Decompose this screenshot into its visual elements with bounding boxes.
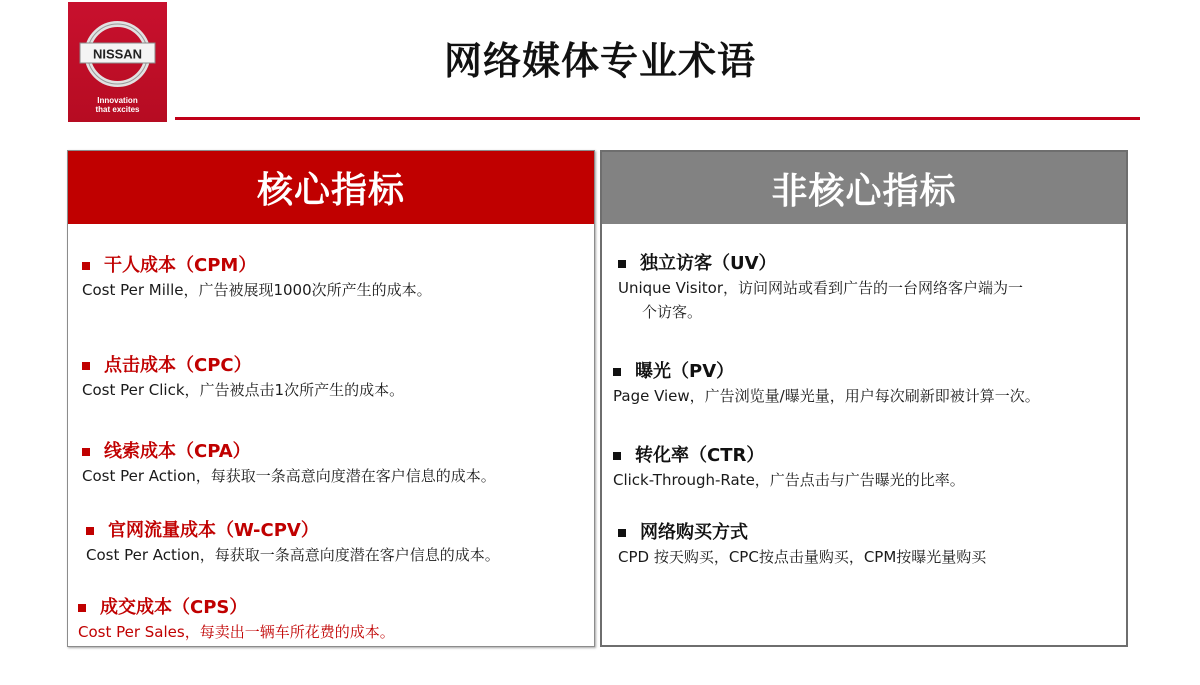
item-title: 线索成本（CPA） xyxy=(104,441,251,462)
core-metrics-header: 核心指标 xyxy=(68,151,594,224)
item-title: 曝光（PV） xyxy=(635,361,735,382)
bullet-icon xyxy=(618,260,626,268)
noncore-item-uv xyxy=(618,252,1023,324)
item-title: 转化率（CTR） xyxy=(635,445,765,466)
bullet-icon xyxy=(618,529,626,537)
core-metrics-panel xyxy=(67,150,595,647)
noncore-metrics-panel xyxy=(600,150,1128,647)
item-desc: Cost Per Click，广告被点击1次所产生的成本。 xyxy=(82,381,405,399)
title-underline xyxy=(175,117,1140,120)
bullet-icon xyxy=(82,448,90,456)
item-desc: Cost Per Action，每获取一条高意向度潜在客户信息的成本。 xyxy=(82,467,496,485)
item-title: 独立访客（UV） xyxy=(640,253,777,274)
noncore-item-pv xyxy=(613,360,1040,408)
nissan-emblem-icon xyxy=(79,18,156,90)
bullet-icon xyxy=(613,368,621,376)
item-desc: Click-Through-Rate，广告点击与广告曝光的比率。 xyxy=(613,471,965,489)
page-title: 网络媒体专业术语 xyxy=(443,39,756,83)
item-desc: Cost Per Sales，每卖出一辆车所花费的成本。 xyxy=(78,623,395,641)
bullet-icon xyxy=(82,362,90,370)
item-title: 网络购买方式 xyxy=(640,522,748,543)
core-item-cpa xyxy=(82,440,496,488)
noncore-item-buying xyxy=(618,521,986,569)
noncore-metrics-header: 非核心指标 xyxy=(602,152,1126,224)
bullet-icon xyxy=(86,527,94,535)
item-title: 点击成本（CPC） xyxy=(104,355,252,376)
item-title: 干人成本（CPM） xyxy=(104,255,257,276)
item-desc: CPD 按天购买，CPC按点击量购买，CPM按曝光量购买 xyxy=(618,548,987,566)
bullet-icon xyxy=(78,604,86,612)
logo-tagline: Innovation that excites xyxy=(95,96,140,114)
noncore-item-ctr xyxy=(613,444,965,492)
bullet-icon xyxy=(82,262,90,270)
bullet-icon xyxy=(613,452,621,460)
item-title: 成交成本（CPS） xyxy=(100,597,248,618)
core-item-cps xyxy=(78,596,395,644)
nissan-logo xyxy=(68,2,167,122)
item-desc-continued: 个访客。 xyxy=(642,303,703,321)
logo-brand-text: NISSAN xyxy=(92,46,143,62)
item-title: 官网流量成本（W-CPV） xyxy=(108,520,319,541)
item-desc: Page View，广告浏览量/曝光量，用户每次刷新即被计算一次。 xyxy=(613,387,1040,405)
core-item-cpm xyxy=(82,254,432,302)
item-desc: Unique Visitor，访问网站或看到广告的一台网络客户端为一 xyxy=(618,279,1023,297)
item-desc: Cost Per Action，每获取一条高意向度潜在客户信息的成本。 xyxy=(86,546,500,564)
item-desc: Cost Per Mille，广告被展现1000次所产生的成本。 xyxy=(82,281,432,299)
core-item-wcpv xyxy=(86,519,500,567)
core-item-cpc xyxy=(82,354,404,402)
